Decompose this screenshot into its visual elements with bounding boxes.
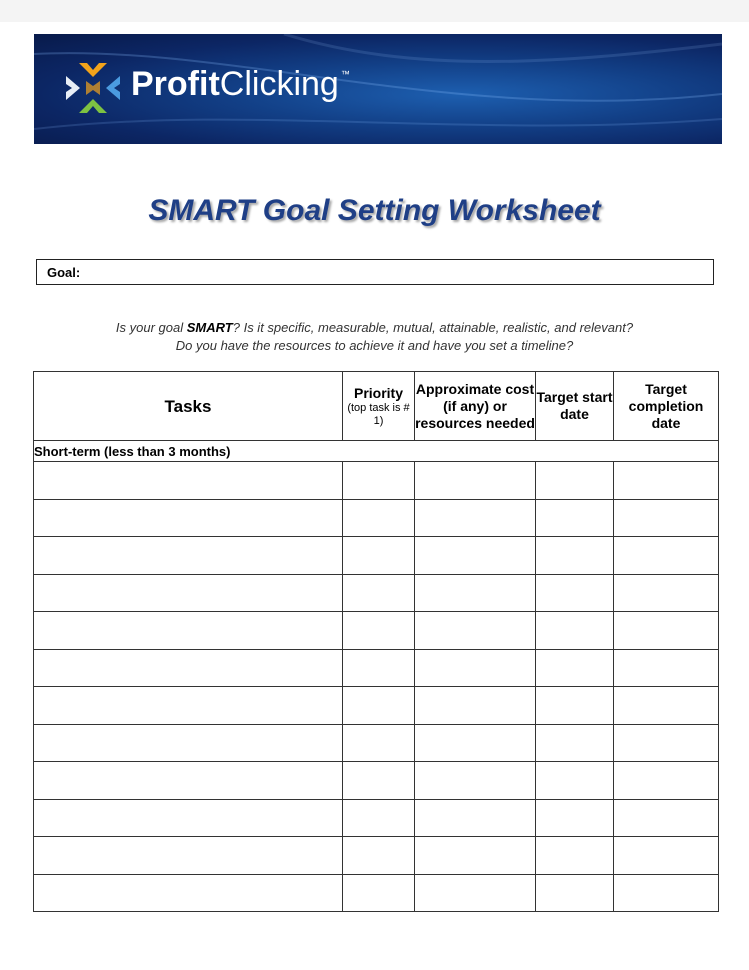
cell-completion-date[interactable]	[614, 649, 719, 687]
cell-completion-date[interactable]	[614, 724, 719, 762]
cell-priority[interactable]	[343, 799, 415, 837]
cell-start-date[interactable]	[536, 612, 614, 650]
table-row	[34, 649, 719, 687]
col-header-tasks	[34, 372, 343, 441]
table-row	[34, 612, 719, 650]
intro-line-2: Do you have the resources to achieve it and have you set a timeline?	[175, 338, 574, 353]
cell-priority[interactable]	[343, 499, 415, 537]
cell-priority[interactable]	[343, 687, 415, 725]
cell-cost[interactable]	[415, 799, 536, 837]
page-title: SMART Goal Setting Worksheet	[148, 194, 601, 227]
cell-start-date[interactable]	[536, 874, 614, 912]
cell-priority[interactable]	[343, 537, 415, 575]
cell-task[interactable]	[34, 574, 343, 612]
cell-task[interactable]	[34, 837, 343, 875]
section-label: Short-term (less than 3 months)	[34, 441, 719, 462]
cell-task[interactable]	[34, 462, 343, 500]
table-row	[34, 837, 719, 875]
cell-cost[interactable]	[415, 762, 536, 800]
intro-text	[0, 319, 749, 355]
cell-priority[interactable]	[343, 574, 415, 612]
cell-cost[interactable]	[415, 874, 536, 912]
cell-cost[interactable]	[415, 837, 536, 875]
cell-task[interactable]	[34, 649, 343, 687]
cell-task[interactable]	[34, 537, 343, 575]
col-header-label: Approximate cost (if any) or resources needed	[415, 380, 535, 431]
cell-start-date[interactable]	[536, 574, 614, 612]
cell-priority[interactable]	[343, 837, 415, 875]
table-row	[34, 687, 719, 725]
cell-completion-date[interactable]	[614, 687, 719, 725]
table-row	[34, 574, 719, 612]
cell-priority[interactable]	[343, 762, 415, 800]
cell-start-date[interactable]	[536, 649, 614, 687]
table-row	[34, 462, 719, 500]
goal-field[interactable]	[36, 259, 714, 285]
table-row	[34, 724, 719, 762]
cell-cost[interactable]	[415, 574, 536, 612]
cell-completion-date[interactable]	[614, 837, 719, 875]
cell-cost[interactable]	[415, 687, 536, 725]
cell-task[interactable]	[34, 874, 343, 912]
cell-completion-date[interactable]	[614, 799, 719, 837]
col-header-priority	[343, 372, 415, 441]
cell-start-date[interactable]	[536, 837, 614, 875]
cell-start-date[interactable]	[536, 799, 614, 837]
cell-completion-date[interactable]	[614, 762, 719, 800]
intro-line-1	[0, 319, 749, 337]
brand-light: Clicking	[219, 65, 339, 103]
col-header-start	[536, 372, 614, 441]
cell-priority[interactable]	[343, 462, 415, 500]
cell-completion-date[interactable]	[614, 612, 719, 650]
trademark-mark: ™	[340, 69, 350, 79]
cell-start-date[interactable]	[536, 499, 614, 537]
table-row	[34, 537, 719, 575]
cell-cost[interactable]	[415, 462, 536, 500]
brand-bold: Profit	[131, 65, 220, 103]
cell-start-date[interactable]	[536, 687, 614, 725]
cell-task[interactable]	[34, 762, 343, 800]
profitclicking-x-icon	[66, 63, 120, 113]
cell-cost[interactable]	[415, 612, 536, 650]
cell-completion-date[interactable]	[614, 574, 719, 612]
brand-name	[131, 65, 350, 104]
top-strip	[0, 0, 749, 22]
cell-completion-date[interactable]	[614, 462, 719, 500]
table-row	[34, 799, 719, 837]
cell-cost[interactable]	[415, 499, 536, 537]
cell-priority[interactable]	[343, 649, 415, 687]
cell-cost[interactable]	[415, 537, 536, 575]
cell-priority[interactable]	[343, 874, 415, 912]
col-header-label: Priority	[353, 384, 403, 401]
col-header-label: Target start date	[536, 389, 613, 422]
header-banner	[34, 34, 722, 144]
cell-task[interactable]	[34, 724, 343, 762]
cell-cost[interactable]	[415, 724, 536, 762]
intro-smart-word: SMART	[186, 320, 233, 335]
col-header-label: Tasks	[164, 396, 212, 416]
cell-task[interactable]	[34, 799, 343, 837]
cell-start-date[interactable]	[536, 462, 614, 500]
cell-start-date[interactable]	[536, 537, 614, 575]
table-row	[34, 874, 719, 912]
col-header-completion	[614, 372, 719, 441]
cell-cost[interactable]	[415, 649, 536, 687]
task-table	[33, 371, 719, 912]
cell-completion-date[interactable]	[614, 874, 719, 912]
cell-task[interactable]	[34, 499, 343, 537]
col-header-sub: (top task is # 1)	[347, 401, 410, 427]
table-row	[34, 762, 719, 800]
cell-task[interactable]	[34, 687, 343, 725]
cell-completion-date[interactable]	[614, 537, 719, 575]
goal-label: Goal:	[47, 265, 81, 280]
col-header-label: Target completion date	[628, 380, 704, 431]
intro-line-1-suffix: ? Is it specific, measurable, mutual, attainable, realistic, and relevant?	[232, 320, 634, 335]
cell-task[interactable]	[34, 612, 343, 650]
section-row	[34, 441, 719, 462]
intro-line-1-prefix: Is your goal	[115, 320, 187, 335]
col-header-cost	[415, 372, 536, 441]
cell-completion-date[interactable]	[614, 499, 719, 537]
cell-priority[interactable]	[343, 724, 415, 762]
cell-priority[interactable]	[343, 612, 415, 650]
table-header-row	[34, 372, 719, 441]
cell-start-date[interactable]	[536, 724, 614, 762]
table-row	[34, 499, 719, 537]
cell-start-date[interactable]	[536, 762, 614, 800]
